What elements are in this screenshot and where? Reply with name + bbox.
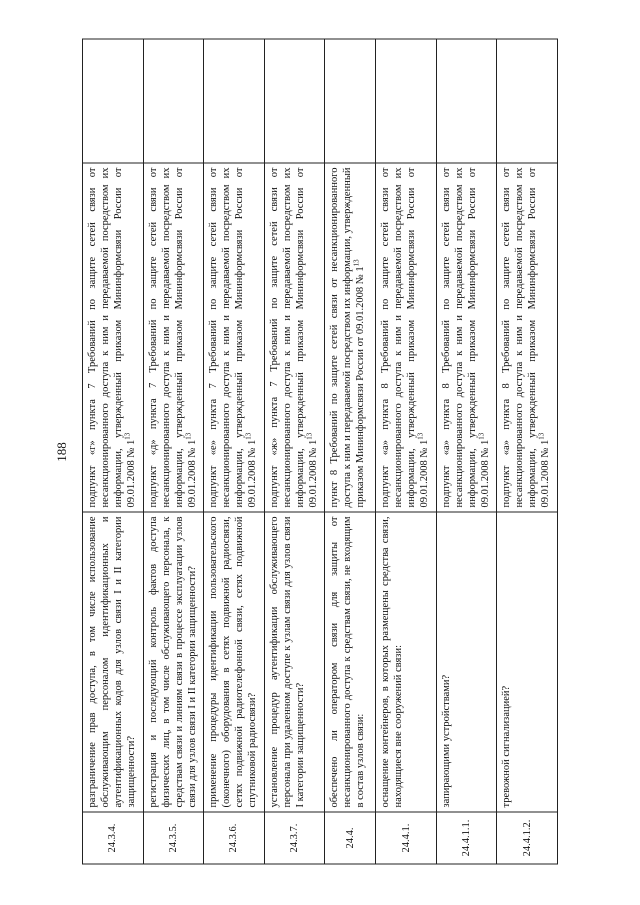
empty-cell [497,39,558,163]
empty-cell [143,39,204,163]
empty-cell [436,39,497,163]
reference-text: пункт 8 Требований по защите сетей связи от несанкционированного доступа к ним и передаваемой посредством их информации, утвержденный приказом Мининформсвязи России от 09.01.2008 № 1 [329,167,367,508]
requirements-table [82,39,558,865]
item-reference [204,163,265,512]
table-row [264,39,325,864]
reference-text: подпункт «а» пункта 8 Требований по защите сетей связи от несанкционированного доступа к ним и передаваемой посредством их информации, утвержденный приказом Мининформсвязи России от 09.01.2008 № 1 [440,167,491,508]
table-row [204,39,265,864]
item-question: оснащение контейнеров, в которых размещены средства связи, находящиеся вне сооружений связи: [376,512,437,812]
reference-text: подпункт «г» пункта 7 Требований по защите сетей связи от несанкционированного доступа к ним и передаваемой посредством их информации, утвержденный приказом Мининформсвязи России от 09.01.2008 № 1 [87,167,137,508]
reference-text: подпункт «а» пункта 8 Требований по защите сетей связи от несанкционированного доступа к ним и передаваемой посредством их информации, утвержденный приказом Мининформсвязи России от 09.01.2008 № 1 [501,167,552,508]
item-number: 24.4. [325,812,376,864]
table-row [83,39,144,864]
reference-text: подпункт «д» пункта 7 Требований по защите сетей связи от несанкционированного доступа к ним и передаваемой посредством их информации, утвержденный приказом Мининформсвязи России от 09.01.2008 № 1 [147,167,198,508]
item-question: разграничение прав доступа, в том числе использование обслуживающим персоналом идентификационных и аутентификационных кодов для узлов связи I и II категории защищенности? [83,512,144,812]
table-row [497,39,558,864]
item-question: обеспечено ли оператором связи для защиты от несанкционированного доступа к средствам связи, не входящим в состав узлов связи: [325,512,376,812]
footnote-marker: 13 [244,432,253,440]
item-number: 24.3.4. [83,812,144,864]
item-number: 24.4.1.2. [497,812,558,864]
item-question: установление процедур аутентификации обслуживающего персонала при удаленном доступе к узлам связи для узлов связи I категории защищенности? [264,512,325,812]
footnote-marker: 13 [184,432,193,440]
item-question: тревожной сигнализацией? [497,512,558,812]
empty-cell [376,39,437,163]
table-row [143,39,204,864]
item-number: 24.3.5. [143,812,204,864]
item-number: 24.4.1.1. [436,812,497,864]
item-number: 24.3.7. [264,812,325,864]
item-question: регистрация и последующий контроль фактов доступа физических лиц, в том числе обслуживающего персонала, к средствам связи и линиям связи в процессе эксплуатации узлов связи для узлов связи I и II категории защищенности? [143,512,204,812]
item-reference [325,163,376,512]
item-question: запирающими устройствами? [436,512,497,812]
item-reference [264,163,325,512]
empty-cell [204,39,265,163]
reference-text: подпункт «е» пункта 7 Требований по защите сетей связи от несанкционированного доступа к ним и передаваемой посредством их информации, утвержденный приказом Мининформсвязи России от 09.01.2008 № 1 [208,167,259,508]
footnote-marker: 13 [537,432,546,440]
footnote-marker: 13 [352,259,361,267]
item-number: 24.3.6. [204,812,265,864]
footnote-marker: 13 [305,432,314,440]
table-row [376,39,437,864]
page-number: 188 [54,442,69,462]
table-row [325,39,376,864]
item-reference [83,163,144,512]
table-row [436,39,497,864]
item-number: 24.4.1. [376,812,437,864]
item-reference [497,163,558,512]
item-reference [143,163,204,512]
footnote-marker: 13 [123,432,132,440]
footnote-marker: 13 [416,432,425,440]
footnote-marker: 13 [477,432,486,440]
item-reference [436,163,497,512]
rotated-page [54,40,558,865]
empty-cell [264,39,325,163]
empty-cell [83,39,144,163]
item-reference [376,163,437,512]
empty-cell [325,39,376,163]
reference-text: подпункт «ж» пункта 7 Требований по защите сетей связи от несанкционированного доступа к ним и передаваемой посредством их информации, утвержденный приказом Мининформсвязи России от 09.01.2008 № 1 [268,167,319,508]
item-question: применение процедуры идентификации пользовательского (оконечного) оборудования в сетях подвижной радиосвязи, сетях подвижной радиотелефонной связи, сетях подвижной спутниковой радиосвязи? [204,512,265,812]
reference-text: подпункт «а» пункта 8 Требований по защите сетей связи от несанкционированного доступа к ним и передаваемой посредством их информации, утвержденный приказом Мининформсвязи России от 09.01.2008 № 1 [380,167,431,508]
